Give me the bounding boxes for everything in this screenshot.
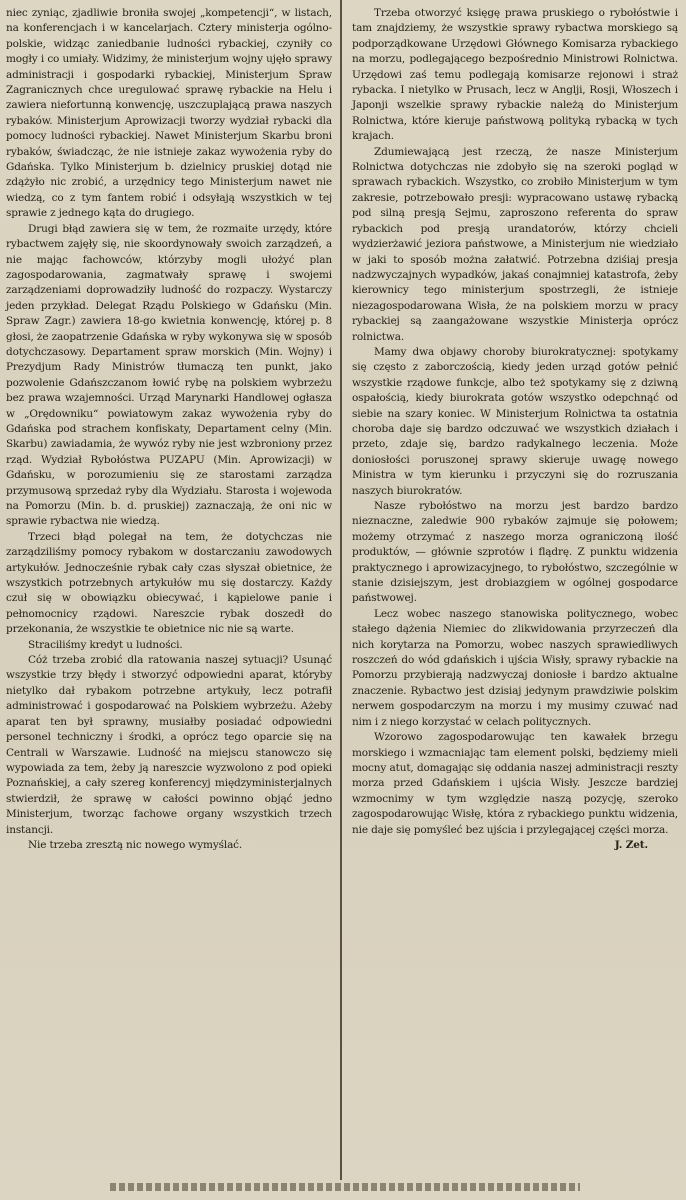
paragraph: Wzorowo zagospodarowując ten kawałek brzegu morskiego i wzmacniając tam element polski, będziemy mieli mocny atut, domagając się oddania naszej administracji reszty morza przed Gdańskiem i ujścia Wisły. Jeszcze bardziej wzmocnimy w tym względzie naszą pozycję, szeroko zagospodarowując Wisłę, która z rybackiego punktu widzenia, nie daje się pomyśleć bez ujścia i przylegającej części morza. (352, 731, 678, 836)
paragraph: Trzeci błąd polegał na tem, że dotychczas nie zarządziliśmy pomocy rybakom w dostarczaniu zawodowych artykułów. Jednocześnie rybak cały czas słyszał obietnice, że wszystkich potrzebnych artykułów mu się dostarczy. Każdy czuł się w obowiązku obiecywać, i kąpielowe panie i pełnomocnicy rządowi. Nareszcie rybak doszedł do przekonania, że wszystkie te obietnice nic nie są warte. (6, 530, 332, 636)
paragraph: Nie trzeba zresztą nic nowego wymyślać. (28, 838, 243, 851)
paragraph: Lecz wobec naszego stanowiska politycznego, wobec stałego dążenia Niemiec do zlikwidowania przyrzeczeń dla nich korytarza na Pomorzu, wobec naszych sprawiedliwych roszczeń do wód gdańskich i ujścia Wisły, sprawy rybackie na Pomorzu przybierają nadzwyczaj doniosłe i bardzo aktualne znaczenie. Rybactwo jest dzisiaj jedynym prawdziwie polskim nerwem gospodarczym na morzu i my musimy czuwać nad nim i z niego korzystać w celach politycznych. (352, 607, 678, 728)
right-column (352, 6, 678, 853)
paragraph: Straciliśmy kredyt u ludności. (28, 638, 183, 651)
paragraph: niec zyniąc, zjadliwie broniła swojej „kompetencji“, w listach, na konferencjach i w kancelarjach. Cztery ministerja ogólno-polskie, widząc zaniedbanie ludności rybackiej, czyniły co mogły i co umiały. Widzimy, że ministerjum wojny ujęło sprawy administracji i gospodarki rybackiej, Ministerjum Spraw Zagranicznych chce uregulować sprawę rybackie na Helu i zawiera niefortunną konwencję, uszczuplającą prawa naszych rybaków. Ministerjum Aprowizacji tworzy wydział rybacki dla pomocy ludności rybackiej. Nawet Ministerjum Skarbu broni rybaków, świadcząc, że nie istnieje zakaz wywożenia ryby do Gdańska. Tylko Ministerjum b. dzielnicy pruskiej dotąd nie zdążyło nic zrobić, a urzędnicy tego Ministerjum nawet nie wiedzą, co z tym fantem robić i odsyłają wszystkich w tej sprawie z jednego kąta do drugiego. (6, 7, 332, 220)
paragraph: Mamy dwa objawy choroby biurokratycznej: spotykamy się często z zaborczością, kiedy jeden urząd gotów pełnić wszystkie rządowe funkcje, albo też spotykamy się z dziwną ospałością, kiedy biurokrata gotów wszystko odepchnąć od siebie na szary koniec. W Ministerjum Rolnictwa ta ostatnia choroba daje się bardzo odczuwać we wszystkich działach i przeto, zdaje się, bardzo radykalnego leczenia. Może doniosłości poruszonej sprawy skieruje uwagę nowego Ministra w tym kierunku i przyczyni się do rozruszania naszych biurokratów. (352, 345, 678, 497)
left-column (6, 6, 332, 853)
paragraph: Trzeba otworzyć księgę prawa pruskiego o rybołóstwie i tam znajdziemy, że wszystkie sprawy rybactwa morskiego są podporządkowane Urzędowi Głównego Komisarza rybackiego na morzu, podlegającego bezpośrednio Ministrowi Rolnictwa. Urzędowi zaś temu podlegają komisarze rejonowi i straż rybacka. I nietylko w Prusach, lecz w Anglji, Rosji, Włoszech i Japonji wszelkie sprawy rybackie należą do Ministerjum Rolnictwa, które kieruje państwową polityką rybacką w tych krajach. (352, 7, 678, 143)
paragraph: Zdumiewającą jest rzeczą, że nasze Ministerjum Rolnictwa dotychczas nie zdobyło się na szeroki pogląd w sprawach rybackich. Wszystko, co zrobiło Ministerjum w tym zakresie, potrzebowało presji: wypracowano ustawę rybacką pod silną presją Sejmu, zaproszono referenta do spraw rybackich pod presją urandatorów, którzy chcieli wydzierżawić jeziora państwowe, a Ministerjum nie wiedziało w jaki to sposób można załatwić. Potrzebna dziśiaj presja nadzwyczajnych wypadków, jakaś conajmniej katastrofa, żeby kierownicy tego ministerjum spostrzegli, że istnieje niezagospodarowana Wisła, że na polskiem morzu w pracy rybackiej są zaangażowane wszystkie Ministerja oprócz rolnictwa. (352, 145, 678, 343)
paragraph: Nasze rybołóstwo na morzu jest bardzo bardzo nieznaczne, zaledwie 900 rybaków zajmuje się połowem; możemy otrzymać z naszego morza ograniczoną ilość produktów, — głównie szprotów i flądrę. Z punktu widzenia praktycznego i aprowizacyjnego, to rybołóstwo, szczególnie w stanie dzisiejszym, jest drobiazgiem w ogólnej gospodarce państwowej. (352, 500, 678, 605)
column-divider (340, 0, 342, 1180)
bottom-ornament-rule (110, 1183, 580, 1191)
author-signature: J. Zet. (614, 838, 648, 851)
paragraph: Cóż trzeba zrobić dla ratowania naszej sytuacji? Usunąć wszystkie trzy błędy i stworzyć odpowiedni aparat, któryby nietylko dał rybakom potrzebne artykuły, lecz potrafił administrować i gospodarować na Polskiem wybrzeżu. Ażeby aparat ten był sprawny, musiałby posiadać odpowiedni personel techniczny i środki, a oprócz tego oparcie się na Centrali w Warszawie. Ludność na miejscu stanowczo się wypowiada za tem, żeby ją nareszcie wyzwolono z pod opieki Poznańskiej, a cały szereg konferencyj międzyministerjalnych stwierdził, że sprawę w całości powinno objąć jedno Ministerjum, tworząc fachowe organy wszystkich trzech instancji. (6, 654, 332, 836)
paragraph: Drugi błąd zawiera się w tem, że rozmaite urzędy, które rybactwem zajęły się, nie skoordynowały swoich zarządzeń, a nie mając fachowców, którzyby mogli ułożyć plan zagospodarowania, zagmatwały sprawę i swojemi zarządzeniami doprowadziły ludność do rozpaczy. Wystarczy jeden przykład. Delegat Rządu Polskiego w Gdańsku (Min. Spraw Zagr.) zawiera 18-go kwietnia konwencję, której p. 8 głosi, że zaopatrzenie Gdańska w ryby wykonywa się w sposób dotychczasowy. Departament spraw morskich (Min. Wojny) i Prezydjum Rady Ministrów tłumaczą ten punkt, jako pozwolenie Gdańszczanom łowić rybę na polskiem wybrzeżu bez prawa wzajemności. Urząd Marynarki Handlowej ogłasza w „Orędowniku“ powiatowym zakaz wywożenia ryby do Gdańska pod strachem konfiskaty, Departament celny (Min. Skarbu) zawiadamia, że wywóz ryby nie jest wzbroniony przez rząd. Wydział Rybołóstwa PUZAPU (Min. Aprowizacji) w Gdańsku, w porozumieniu się ze starostami zarządza przymusową sprzedaż ryby dla Wydziału. Starosta i wojewoda na Pomorzu (Min. b. d. pruskiej) zaznaczają, że oni nic w sprawie rybactwa nie wiedzą. (6, 222, 332, 528)
